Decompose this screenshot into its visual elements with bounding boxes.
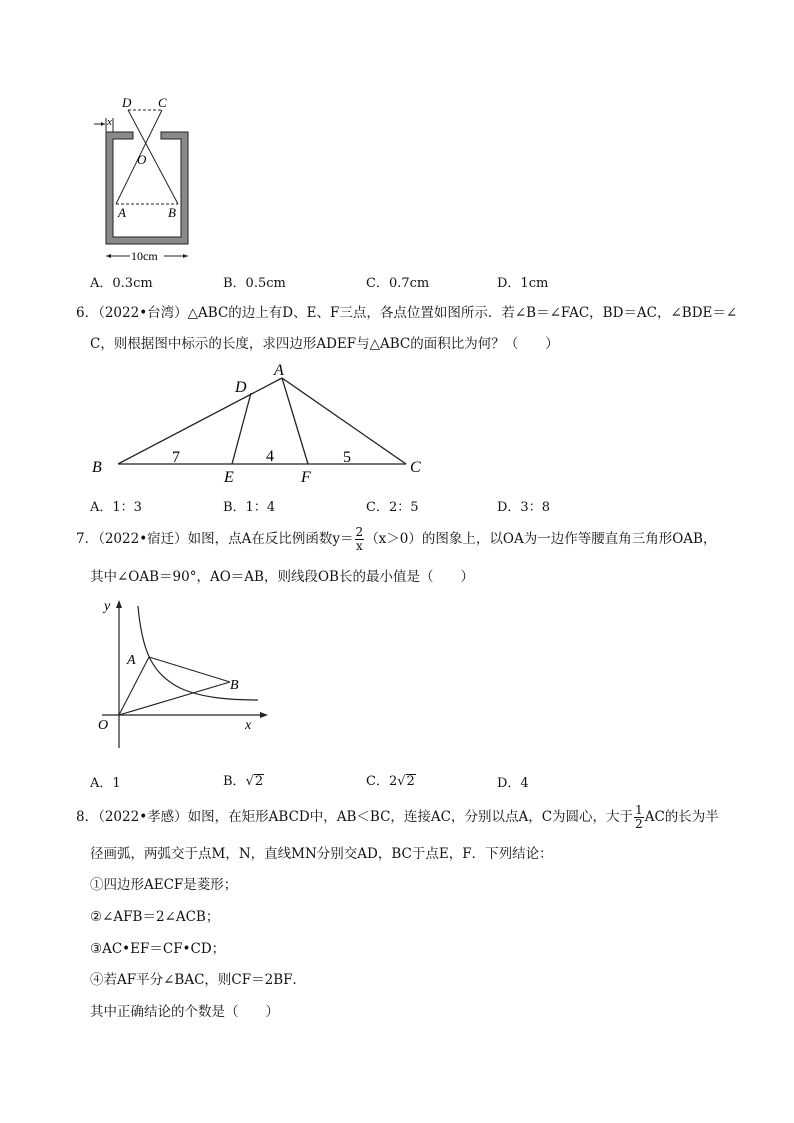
q7-stem-line2: 其中∠OAB＝90°，AO＝AB，则线段OB长的最小值是（ ） (90, 569, 474, 585)
q7-option-a: A．1 (90, 776, 121, 791)
q6-length-ef: 4 (266, 448, 274, 465)
q6-segment-de (232, 393, 251, 464)
q6-stem-line1: 6．（2022•台湾）△ABC的边上有D、E、F三点，各点位置如图所示．若∠B＝∠FAC，BD＝AC，∠BDE＝∠ (76, 305, 738, 321)
q8-fraction-denominator: 2 (635, 817, 643, 831)
q7-segment-ab (149, 657, 230, 682)
q7-label-O: O (98, 718, 109, 733)
q6-side-ba (118, 378, 282, 464)
q5-x-arrowhead (101, 122, 105, 126)
q7-option-c-radicand: 2 (406, 774, 415, 789)
q7-option-b-radical: √ (245, 774, 254, 789)
q7-x-arrowhead (260, 712, 268, 718)
q5-label-x: x (107, 116, 112, 128)
q5-option-a: A．0.3cm (90, 276, 153, 291)
q5-rod-db (128, 110, 178, 204)
q7-segment-ob (119, 682, 230, 715)
q5-label-width: 10cm (131, 249, 158, 262)
q7-option-b (223, 770, 264, 789)
q6-label-E: E (224, 469, 234, 486)
q6-segment-af (282, 378, 308, 464)
q8-conclusion-2: ②∠AFB＝2∠ACB； (90, 909, 220, 925)
q5-label-D: D (122, 95, 132, 110)
q6-label-A: A (274, 362, 284, 379)
q5-dim-arrow-right (183, 254, 188, 258)
q7-y-arrowhead (116, 600, 122, 608)
q8-conclusion-4: ④若AF平分∠BAC，则CF＝2BF． (90, 972, 306, 988)
q7-option-d: D．4 (497, 776, 529, 791)
q6-label-D: D (235, 379, 247, 396)
q5-container-wall (106, 132, 188, 244)
q6-option-b: B．1：4 (223, 500, 276, 515)
q8-conclusion-3: ③AC•EF＝CF•CD； (90, 941, 226, 957)
q7-stem-part1: 7．（2022•宿迁）如图，点A在反比例函数y＝ (76, 531, 354, 547)
q8-stem-line1 (76, 804, 719, 831)
q5-label-O: O (137, 152, 147, 167)
q7-label-B: B (230, 678, 239, 693)
q5-figure (90, 92, 200, 262)
q7-label-y: y (104, 599, 111, 614)
q7-fraction-numerator: 2 (355, 525, 364, 539)
q7-option-b-radicand: 2 (254, 774, 264, 789)
q6-figure (86, 358, 436, 488)
q6-label-B: B (92, 459, 102, 476)
q8-stem-line2: 径画弧，两弧交于点M，N，直线MN分别交AD，BC于点E，F．下列结论： (90, 846, 553, 862)
q7-stem-line1 (76, 526, 716, 553)
q8-stem-part2: AC的长为半 (644, 809, 719, 825)
q7-option-c-radical: √ (397, 774, 406, 789)
q7-option-c (366, 770, 416, 789)
q6-label-F: F (301, 469, 311, 486)
q6-stem-line2: C，则根据图中标示的长度，求四边形ADEF与△ABC的面积比为何？（ ） (90, 336, 559, 352)
q6-length-be: 7 (172, 449, 180, 466)
q7-figure (90, 596, 270, 756)
q7-option-b-label: B． (223, 774, 246, 789)
q6-label-C: C (410, 459, 421, 476)
q7-option-c-label: C．2 (366, 774, 398, 789)
q8-stem-part1: 8．（2022•孝感）如图，在矩形ABCD中，AB＜BC，连接AC，分别以点A，C为圆心，大于 (76, 809, 634, 825)
q5-dim-arrow-left (106, 254, 111, 258)
q7-fraction-denominator: x (355, 539, 363, 553)
q6-option-d: D．3：8 (497, 500, 550, 515)
q7-label-x: x (245, 718, 252, 733)
q8-fraction-numerator: 1 (635, 803, 643, 817)
q8-question-ending: 其中正确结论的个数是（ ） (90, 1004, 279, 1020)
q7-stem-part2: （x＞0）的图象上，以OA为一边作等腰直角三角形OAB， (365, 531, 717, 547)
q7-label-A: A (127, 653, 136, 668)
q5-label-A: A (118, 205, 126, 220)
q5-option-b: B．0.5cm (223, 276, 286, 291)
q7-fraction (355, 526, 365, 553)
q5-option-d: D．1cm (497, 276, 549, 291)
q8-fraction (634, 804, 644, 831)
q7-hyperbola (138, 606, 258, 700)
q5-option-c: C．0.7cm (366, 276, 430, 291)
q6-option-a: A．1：3 (90, 500, 142, 515)
q8-conclusion-1: ①四边形AECF是菱形； (90, 877, 238, 893)
q6-option-c: C．2：5 (366, 500, 419, 515)
q5-label-C: C (158, 95, 167, 110)
q5-label-B: B (168, 205, 176, 220)
q6-length-fc: 5 (343, 449, 351, 466)
